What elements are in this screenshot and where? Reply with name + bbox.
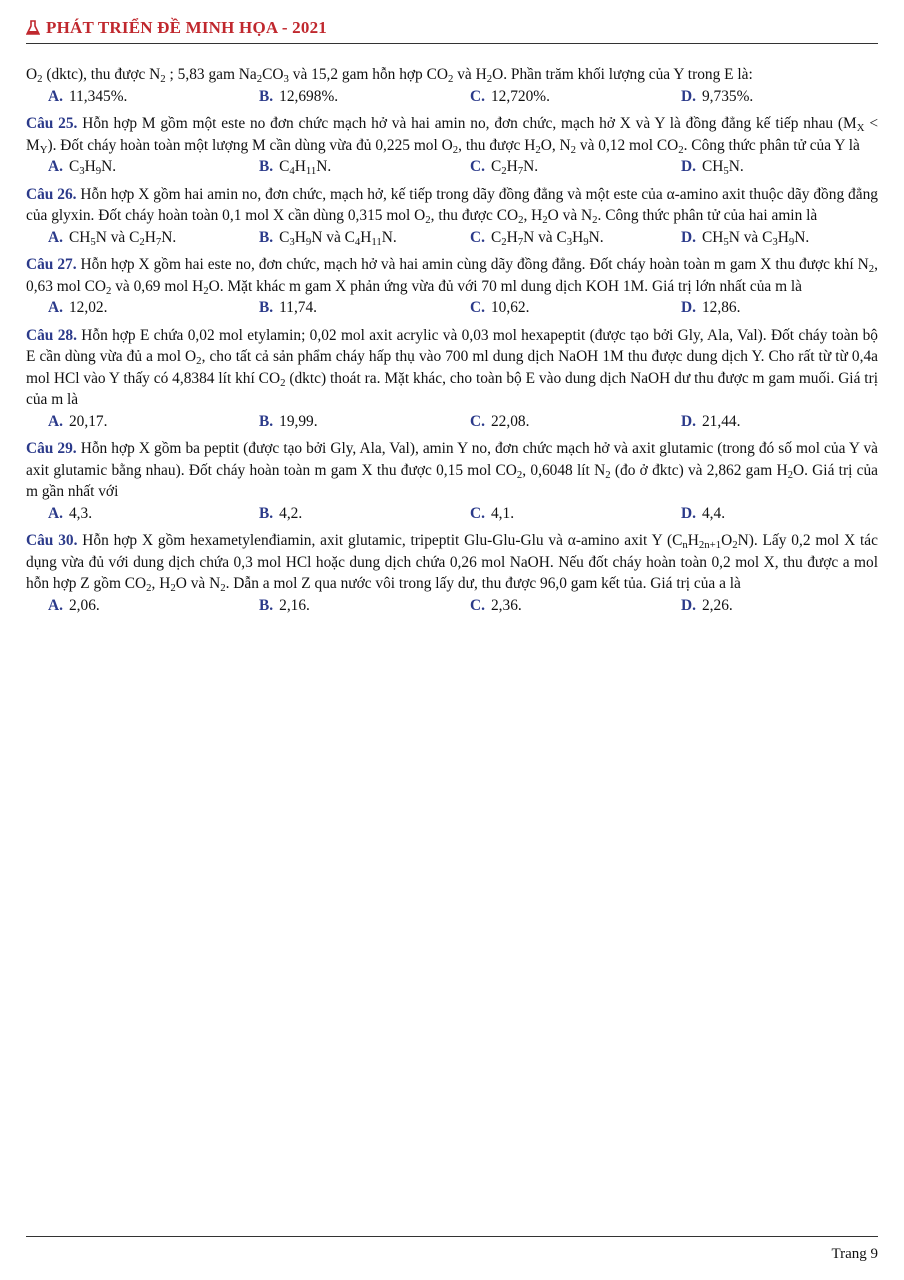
option-row xyxy=(26,503,878,525)
page-header xyxy=(26,18,878,44)
option-c[interactable]: C. $C_2H_7N$. xyxy=(470,158,539,177)
option-c[interactable]: C. 2,36. xyxy=(470,596,522,614)
option-b[interactable]: B. 4,2. xyxy=(259,504,303,522)
option-a[interactable]: A. $CH_5N$ và $C_2H_7N$. xyxy=(48,228,177,248)
question-text: Câu 28. Hỗn hợp E chứa 0,02 mol etylamin; 0,02 mol axit acrylic và 0,03 mol hexapeptit (được tạo bởi Gly, Ala, Val). Đốt cháy toàn bộ E cần dùng vừa đủ a mol $O_2$, cho tất cả sản phẩm cháy hấp thụ vào 700 ml dung dịch NaOH 1M thu được dung dịch Y. Cho rất từ từ 0,4a mol HCl vào Y thấy có 4,8384 lít khí $CO_2$ (dktc) thoát ra. Mặt khác, cho toàn bộ E vào dung dịch NaOH dư thu được m gam muối. Giá trị của m là xyxy=(26,326,878,408)
question-27 xyxy=(26,254,878,319)
option-b[interactable]: B. $C_3H_9N$ và $C_4H_{11}N$. xyxy=(259,228,397,248)
page-title: PHÁT TRIỂN ĐỀ MINH HỌA - 2021 xyxy=(46,18,327,37)
question-text: $O_2$ (dktc), thu được $N_2$ ; 5,83 gam $Na_2CO_3$ và 15,2 gam hỗn hợp $CO_2$ và $H_2O$. Phần trăm khối lượng của Y trong E là: xyxy=(26,66,753,85)
footer-rule xyxy=(26,1236,878,1237)
option-row xyxy=(26,86,878,108)
option-row xyxy=(26,411,878,433)
option-b[interactable]: B. 19,99. xyxy=(259,412,318,430)
question-text: Câu 26. Hỗn hợp X gồm hai amin no, đơn chức, mạch hở, kế tiếp trong dãy đồng đẳng và một este của α-amino axit thuộc dãy đồng đẳng của glyxin. Đốt cháy hoàn toàn 0,1 mol X cần dùng 0,315 mol $O_2$, thu được $CO_2$, $H_2O$ và $N_2$. Công thức phân tử của hai amin là xyxy=(26,185,878,226)
option-row xyxy=(26,297,878,319)
option-a[interactable]: A. 4,3. xyxy=(48,504,93,522)
question-number: Câu 28. xyxy=(26,326,77,344)
option-a[interactable]: A. $C_3H_9N$. xyxy=(48,158,117,177)
question-29 xyxy=(26,438,878,524)
option-a[interactable]: A. 2,06. xyxy=(48,596,100,614)
option-d[interactable]: D. 2,26. xyxy=(681,596,733,614)
flask-icon xyxy=(26,20,40,36)
option-row xyxy=(26,227,878,249)
option-a[interactable]: A. 11,345%. xyxy=(48,87,128,105)
question-intro xyxy=(26,64,878,107)
option-row xyxy=(26,595,878,617)
question-text: Câu 25. Hỗn hợp M gồm một este no đơn chức mạch hở và hai amin no, đơn chức, mạch hở X và Y là đồng đẳng kế tiếp nhau $(M_X < M_Y)$. Đốt cháy hoàn toàn một lượng M cần dùng vừa đủ 0,225 mol $O_2$, thu được $H_2O$, $N_2$ và 0,12 mol $CO_2$. Công thức phân tử của Y là xyxy=(26,115,878,156)
question-28 xyxy=(26,325,878,433)
questions-content xyxy=(26,64,878,622)
option-b[interactable]: B. $C_4H_{11}N$. xyxy=(259,158,332,177)
option-d[interactable]: D. 21,44. xyxy=(681,412,741,430)
question-number: Câu 29. xyxy=(26,440,77,457)
option-d[interactable]: D. 9,735%. xyxy=(681,87,754,105)
option-row xyxy=(26,156,878,178)
page-number: Trang 9 xyxy=(831,1246,878,1262)
question-number: Câu 30. xyxy=(26,532,78,549)
option-c[interactable]: C. 12,720%. xyxy=(470,87,550,105)
option-c[interactable]: C. 10,62. xyxy=(470,299,530,316)
question-30 xyxy=(26,530,878,616)
question-number: Câu 27. xyxy=(26,256,77,273)
question-number: Câu 26. xyxy=(26,185,77,203)
option-c[interactable]: C. 22,08. xyxy=(470,412,530,430)
option-d[interactable]: D. $CH_5N$. xyxy=(681,158,744,177)
question-26 xyxy=(26,184,878,249)
option-b[interactable]: B. 12,698%. xyxy=(259,87,339,105)
question-text: Câu 27. Hỗn hợp X gồm hai este no, đơn chức, mạch hở và hai amin cùng dãy đồng đẳng. Đốt cháy hoàn toàn m gam X thu được khí $N_2$, 0,63 mol $CO_2$ và 0,69 mol $H_2O$. Mặt khác m gam X phản ứng vừa đủ với 70 ml dung dịch KOH 1M. Giá trị lớn nhất của m là xyxy=(26,256,878,297)
option-a[interactable]: A. 12,02. xyxy=(48,299,108,316)
option-a[interactable]: A. 20,17. xyxy=(48,412,108,430)
question-25 xyxy=(26,113,878,178)
option-b[interactable]: B. 2,16. xyxy=(259,596,310,614)
option-d[interactable]: D. 12,86. xyxy=(681,299,741,316)
option-c[interactable]: C. $C_2H_7N$ và $C_3H_9N$. xyxy=(470,228,604,248)
option-d[interactable]: D. 4,4. xyxy=(681,504,726,522)
question-text: Câu 29. Hỗn hợp X gồm ba peptit (được tạo bởi Gly, Ala, Val), amin Y no, đơn chức mạch hở và axit glutamic (trong đó số mol của Y và axit glutamic bằng nhau). Đốt cháy hoàn toàn m gam X thu được 0,15 mol $CO_2$, 0,6048 lít $N_2$ (đo ở đktc) và 2,862 gam $H_2O$. Giá trị của m gần nhất với xyxy=(26,440,878,500)
question-text: Câu 30. Hỗn hợp X gồm hexametylenđiamin, axit glutamic, tripeptit Glu-Glu-Glu và α-amino axit Y $(C_nH_{2n+1}O_2N)$. Lấy 0,2 mol X tác dụng vừa đủ với dung dịch chứa 0,3 mol HCl hoặc dung dịch chứa 0,26 mol NaOH. Nếu đốt cháy hoàn toàn 0,2 mol X, thu được a mol hỗn hợp Z gồm $CO_2$, $H_2O$ và $N_2$. Dẫn a mol Z qua nước vôi trong lấy dư, thu được 96,0 gam kết tủa. Giá trị của a là xyxy=(26,532,878,594)
option-b[interactable]: B. 11,74. xyxy=(259,299,318,316)
option-d[interactable]: D. $CH_5N$ và $C_3H_9N$. xyxy=(681,228,810,248)
option-c[interactable]: C. 4,1. xyxy=(470,504,515,522)
question-number: Câu 25. xyxy=(26,115,78,132)
